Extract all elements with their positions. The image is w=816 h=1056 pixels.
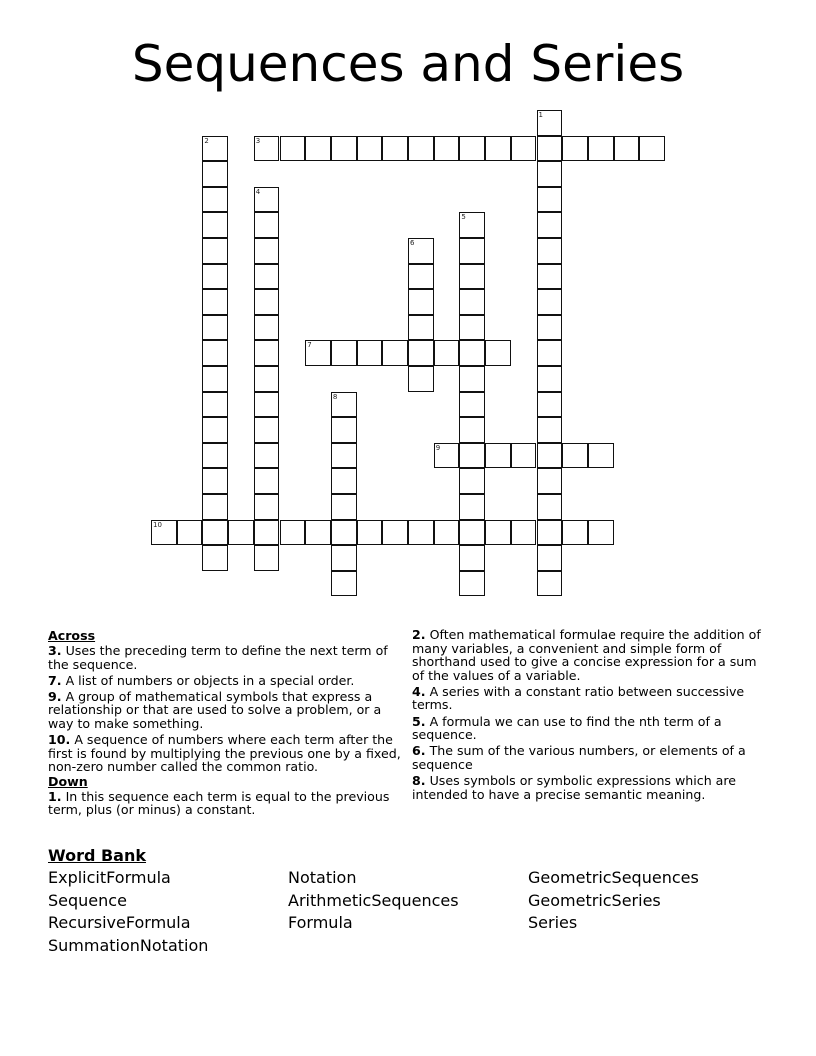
crossword-cell[interactable] (382, 136, 408, 162)
crossword-cell[interactable] (511, 520, 537, 546)
crossword-cell[interactable] (331, 571, 357, 597)
crossword-cell[interactable] (614, 136, 640, 162)
crossword-cell[interactable] (537, 545, 563, 571)
across-heading: Across (48, 628, 96, 643)
clue-down-2 (412, 628, 762, 682)
down-heading: Down (48, 773, 88, 789)
crossword-cell[interactable] (537, 417, 563, 443)
crossword-cell[interactable] (254, 520, 280, 546)
crossword-cell[interactable] (331, 417, 357, 443)
clue-down-6 (412, 744, 762, 771)
crossword-cell[interactable] (228, 520, 254, 546)
crossword-cell[interactable] (305, 340, 331, 366)
crossword-cell[interactable] (408, 520, 434, 546)
page-title: Sequences and Series (131, 35, 685, 93)
crossword-cell[interactable] (459, 443, 485, 469)
clues-left-column (48, 628, 408, 820)
crossword-cell[interactable] (357, 136, 383, 162)
crossword-cell[interactable] (202, 238, 228, 264)
cell-number: 4 (255, 187, 261, 196)
word-bank-item: Formula (288, 913, 353, 932)
word-bank-item: Notation (288, 868, 357, 887)
crossword-cell[interactable] (202, 520, 228, 546)
crossword-cell[interactable] (588, 443, 614, 469)
cell-number: 3 (255, 136, 261, 145)
crossword-cell[interactable] (408, 238, 434, 264)
clue-number: 4. (412, 683, 426, 699)
crossword-cell[interactable] (537, 161, 563, 187)
clue-down-4 (412, 685, 762, 712)
crossword-cell[interactable] (537, 468, 563, 494)
crossword-cell[interactable] (459, 264, 485, 290)
crossword-cell[interactable] (408, 264, 434, 290)
crossword-cell[interactable] (408, 315, 434, 341)
crossword-cell[interactable] (459, 366, 485, 392)
crossword-cell[interactable] (485, 443, 511, 469)
clue-text: Uses symbols or symbolic expressions which are intended to have a precise semantic meaning. (412, 772, 737, 802)
clue-text: A sequence of numbers where each term after the first is found by multiplying the previous one by a fixed, non-zero number called the common ratio. (48, 732, 401, 775)
crossword-cell[interactable] (254, 212, 280, 238)
crossword-cell[interactable] (459, 315, 485, 341)
cell-number: 6 (410, 239, 415, 247)
clue-down-8 (412, 774, 762, 801)
clue-down-5 (412, 715, 762, 742)
crossword-cell[interactable] (459, 136, 485, 162)
clue-number: 8. (412, 772, 426, 788)
crossword-cell[interactable] (485, 340, 511, 366)
crossword-cell[interactable] (434, 520, 460, 546)
crossword-cell[interactable] (254, 289, 280, 315)
word-bank-item: Series (528, 913, 578, 932)
crossword-cell[interactable] (537, 110, 563, 136)
crossword-cell[interactable] (562, 136, 588, 162)
crossword-cell[interactable] (331, 136, 357, 162)
crossword-cell[interactable] (202, 340, 228, 366)
crossword-cell[interactable] (459, 468, 485, 494)
crossword-cell[interactable] (537, 520, 563, 546)
crossword-cell[interactable] (434, 340, 460, 366)
clue-down-1 (48, 790, 408, 817)
crossword-cell[interactable] (588, 520, 614, 546)
crossword-cell[interactable] (459, 212, 485, 238)
clue-number: 7. (48, 672, 62, 688)
crossword-cell[interactable] (459, 494, 485, 520)
crossword-cell[interactable] (537, 443, 563, 469)
crossword-cell[interactable] (408, 136, 434, 162)
crossword-cell[interactable] (202, 264, 228, 290)
clue-text: The sum of the various numbers, or elements of a sequence (412, 743, 746, 772)
clue-across-7 (48, 674, 408, 688)
clue-text: In this sequence each term is equal to the previous term, plus (or minus) a constant. (48, 788, 390, 818)
word-bank-item: SummationNotation (48, 935, 209, 955)
crossword-cell[interactable] (537, 136, 563, 162)
crossword-grid (151, 110, 691, 610)
crossword-cell[interactable] (485, 520, 511, 546)
clue-number: 2. (412, 627, 426, 642)
cell-number: 2 (204, 136, 209, 145)
crossword-cell[interactable] (254, 187, 280, 213)
crossword-cell[interactable] (254, 238, 280, 264)
crossword-cell[interactable] (459, 417, 485, 443)
crossword-cell[interactable] (537, 238, 563, 264)
crossword-cell[interactable] (537, 187, 563, 213)
word-bank-item: Sequence (48, 890, 127, 910)
crossword-cell[interactable] (254, 366, 280, 392)
clue-number: 9. (48, 688, 62, 704)
cell-number: 9 (435, 443, 441, 452)
crossword-cell[interactable] (562, 520, 588, 546)
crossword-cell[interactable] (357, 340, 383, 366)
clues-right-column (412, 628, 762, 804)
crossword-cell[interactable] (408, 340, 434, 366)
crossword-cell[interactable] (305, 136, 331, 162)
crossword-cell[interactable] (331, 494, 357, 520)
crossword-cell[interactable] (202, 494, 228, 520)
crossword-cell[interactable] (202, 161, 228, 187)
clue-text: A list of numbers or objects in a special order. (61, 672, 355, 688)
crossword-cell[interactable] (254, 494, 280, 520)
crossword-cell[interactable] (537, 494, 563, 520)
crossword-cell[interactable] (280, 136, 306, 162)
crossword-cell[interactable] (408, 289, 434, 315)
crossword-cell[interactable] (254, 468, 280, 494)
crossword-cell[interactable] (331, 468, 357, 494)
crossword-cell[interactable] (562, 443, 588, 469)
crossword-cell[interactable] (202, 392, 228, 418)
clue-text: A group of mathematical symbols that express a relationship or that are used to solve a problem, or a way to make something. (48, 688, 382, 731)
crossword-cell[interactable] (202, 187, 228, 213)
crossword-cell[interactable] (280, 520, 306, 546)
crossword-cell[interactable] (537, 340, 563, 366)
cell-number: 5 (461, 213, 466, 222)
crossword-cell[interactable] (459, 392, 485, 418)
crossword-cell[interactable] (434, 443, 460, 469)
crossword-cell[interactable] (485, 136, 511, 162)
word-bank-list (48, 867, 768, 957)
crossword-cell[interactable] (202, 289, 228, 315)
crossword-cell[interactable] (202, 366, 228, 392)
word-bank-item: GeometricSequences (528, 868, 699, 887)
word-bank-item: ExplicitFormula (48, 868, 171, 887)
clue-text: A series with a constant ratio between successive terms. (412, 683, 745, 713)
crossword-cell[interactable] (305, 520, 331, 546)
crossword-cell[interactable] (331, 340, 357, 366)
crossword-cell[interactable] (254, 136, 280, 162)
cell-number: 8 (332, 392, 338, 401)
crossword-cell[interactable] (588, 136, 614, 162)
crossword-cell[interactable] (331, 443, 357, 469)
crossword-cell[interactable] (151, 520, 177, 546)
crossword-cell[interactable] (639, 136, 665, 162)
crossword-cell[interactable] (382, 340, 408, 366)
crossword-cell[interactable] (537, 392, 563, 418)
clue-number: 5. (412, 713, 426, 729)
clue-text: Often mathematical formulae require the addition of many variables, a convenient and simple form of shorthand used to give a concise expression for a sum of the values of a variable. (412, 627, 761, 683)
crossword-cell[interactable] (537, 289, 563, 315)
word-bank-item: GeometricSeries (528, 890, 661, 910)
crossword-cell[interactable] (254, 315, 280, 341)
crossword-cell[interactable] (537, 315, 563, 341)
crossword-cell[interactable] (537, 571, 563, 597)
crossword-cell[interactable] (511, 136, 537, 162)
crossword-cell[interactable] (331, 520, 357, 546)
crossword-cell[interactable] (202, 212, 228, 238)
crossword-cell[interactable] (177, 520, 203, 546)
crossword-cell[interactable] (202, 545, 228, 571)
crossword-cell[interactable] (202, 468, 228, 494)
crossword-cell[interactable] (434, 136, 460, 162)
cell-number: 10 (153, 520, 162, 529)
clue-text: A formula we can use to find the nth term of a sequence. (412, 713, 722, 743)
crossword-cell[interactable] (382, 520, 408, 546)
crossword-cell[interactable] (459, 238, 485, 264)
crossword-cell[interactable] (459, 289, 485, 315)
crossword-cell[interactable] (254, 264, 280, 290)
crossword-cell[interactable] (254, 443, 280, 469)
word-bank-item: ArithmeticSequences (288, 890, 459, 910)
crossword-cell[interactable] (331, 545, 357, 571)
crossword-cell[interactable] (459, 340, 485, 366)
crossword-cell[interactable] (254, 417, 280, 443)
crossword-cell[interactable] (202, 417, 228, 443)
crossword-cell[interactable] (537, 366, 563, 392)
crossword-cell[interactable] (537, 264, 563, 290)
clue-across-9 (48, 690, 408, 731)
crossword-cell[interactable] (408, 366, 434, 392)
crossword-cell[interactable] (537, 212, 563, 238)
word-bank (48, 845, 768, 957)
crossword-cell[interactable] (254, 392, 280, 418)
crossword-cell[interactable] (459, 520, 485, 546)
crossword-cell[interactable] (459, 545, 485, 571)
cell-number: 7 (307, 341, 312, 350)
crossword-cell[interactable] (254, 340, 280, 366)
clue-number: 6. (412, 743, 426, 759)
crossword-cell[interactable] (254, 545, 280, 571)
clue-across-10 (48, 733, 408, 774)
cell-number: 1 (538, 111, 543, 119)
crossword-cell[interactable] (331, 392, 357, 418)
clue-text: Uses the preceding term to define the next term of the sequence. (48, 643, 388, 672)
crossword-cell[interactable] (511, 443, 537, 469)
crossword-cell[interactable] (202, 315, 228, 341)
word-bank-item: RecursiveFormula (48, 913, 191, 932)
crossword-cell[interactable] (357, 520, 383, 546)
clue-across-3 (48, 644, 408, 671)
clue-number: 3. (48, 643, 62, 658)
clue-number: 1. (48, 788, 62, 804)
crossword-cell[interactable] (459, 571, 485, 597)
crossword-cell[interactable] (202, 443, 228, 469)
word-bank-title: Word Bank (48, 846, 147, 865)
crossword-cell[interactable] (202, 136, 228, 162)
clue-number: 10. (48, 732, 71, 748)
